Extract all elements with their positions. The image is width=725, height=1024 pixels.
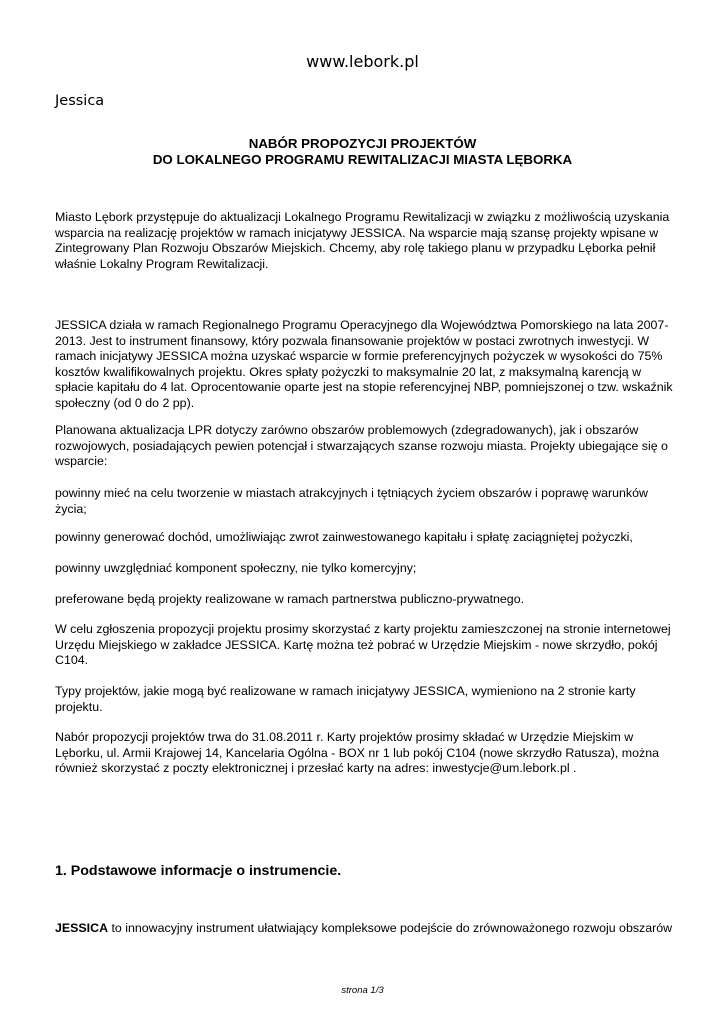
title-line-2: DO LOKALNEGO PROGRAMU REWITALIZACJI MIASTA LĘBORKA xyxy=(152,152,573,167)
list-item xyxy=(55,486,675,517)
paragraph-submission: W celu zgłoszenia propozycji projektu prosimy skorzystać z karty projektu zamieszczonej na stronie internetowej Urzędu Miejskiego w zakładce JESSICA. Kartę można też pobrać w Urzędzie Miejskim - nowe skrzydło, pokój C104. xyxy=(55,622,671,668)
paragraph-jessica-definition xyxy=(55,921,675,937)
page-number: strona 1/3 xyxy=(341,985,384,996)
list-item xyxy=(55,530,675,546)
paragraph-jessica-info: JESSICA działa w ramach Regionalnego Programu Operacyjnego dla Województwa Pomorskiego na lata 2007-2013. Jest to instrument finansowy, który pozwala finansowanie projektów w postaci zwrotnych inwestycji. W ramach inicjatywy JESSICA można uzyskać wsparcie w formie preferencyjnych pożyczek w wysokości do 75% kosztów kwalifikowalnych projektu. Okres spłaty pożyczki to maksymalnie 20 lat, z maksymalną karencją w spłacie kapitału do 4 lat. Oprocentowanie oparte jest na stopie referencyjnej NBP, pomniejszonej o tzw. wskaźnik społeczny (od 0 do 2 pp). xyxy=(55,318,673,410)
paragraph-deadline: Nabór propozycji projektów trwa do 31.08.2011 r. Karty projektów prosimy składać w Urzędzie Miejskim w Lęborku, ul. Armii Krajowej 14, Kancelaria Ogólna - BOX nr 1 lub pokój C104 (nowe skrzydło Ratusza), można również skorzystać z poczty elektronicznej i przesłać karty na adres: inwestycje@um.lebork.pl . xyxy=(55,730,659,776)
paragraph-lpr-scope: Planowana aktualizacja LPR dotyczy zarówno obszarów problemowych (zdegradowanych), jak i obszarów rozwojowych, posiadających pewien potencjał i stwarzających szanse rozwoju miasta. Projekty ubiegające się o wsparcie: xyxy=(55,423,668,469)
list-item xyxy=(55,561,675,577)
site-url: www.lebork.pl xyxy=(306,52,419,71)
list-item-text: powinny uwzględniać komponent społeczny, nie tylko komercyjny; xyxy=(55,561,417,575)
jessica-bold-term: JESSICA xyxy=(55,921,109,935)
section-heading: 1. Podstawowe informacje o instrumencie. xyxy=(55,863,342,879)
title-line-1: NABÓR PROPOZYCJI PROJEKTÓW xyxy=(248,136,477,151)
section-label: Jessica xyxy=(55,93,105,109)
list-item xyxy=(55,592,675,608)
definition-text: to innowacyjny instrument ułatwiający kompleksowe podejście do zrównoważonego rozwoju obszarów xyxy=(108,921,673,935)
list-item-text: preferowane będą projekty realizowane w ramach partnerstwa publiczno-prywatnego. xyxy=(55,592,525,606)
paragraph-project-types: Typy projektów, jakie mogą być realizowane w ramach inicjatywy JESSICA, wymieniono na 2 stronie karty projektu. xyxy=(55,684,636,714)
document-title xyxy=(0,136,725,168)
paragraph-intro: Miasto Lębork przystępuje do aktualizacji Lokalnego Programu Rewitalizacji w związku z możliwością uzyskania wsparcia na realizację projektów w ramach inicjatywy JESSICA. Na wsparcie mają szansę projekty wpisane w Zintegrowany Plan Rozwoju Obszarów Miejskich. Chcemy, aby rolę takiego planu w przypadku Lęborka pełnił właśnie Lokalny Program Rewitalizacji. xyxy=(55,210,670,271)
list-item-text: powinny mieć na celu tworzenie w miastach atrakcyjnych i tętniących życiem obszarów i poprawę warunków życia; xyxy=(55,486,648,516)
list-item-text: powinny generować dochód, umożliwiając zwrot zainwestowanego kapitału i spłatę zaciągniętej pożyczki, xyxy=(55,530,633,544)
